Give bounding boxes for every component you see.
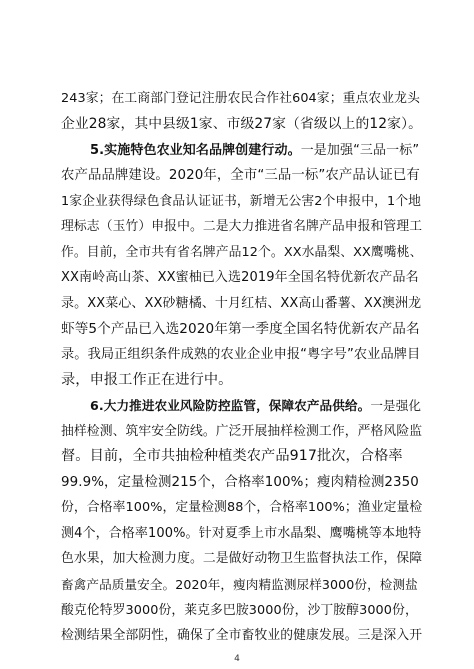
text-line [61,574,418,595]
line-text: 色水果，加大检测力度。二是做好动物卫生监督执法工作，保障 [61,551,423,566]
line-text: 243家；在工商部门登记注册农民合作社604家；重点农业龙头 [61,91,420,106]
line-text: 一是强化 [370,398,422,413]
line-text: 份，合格率100%，定量检测88个，合格率100%；渔业定量检 [61,500,423,515]
section-heading: 5.实施特色农业知名品牌创建行动。 [90,143,301,158]
text-line [61,600,418,621]
text-line [61,370,232,391]
page-number: 4 [234,654,240,664]
line-text: 抽样检测、筑牢安全防线。广泛开展抽样检测工作，严格风险监 [61,424,423,439]
text-line [61,88,420,109]
text-line [61,472,419,493]
text-line [61,293,421,314]
line-text: 录，申报工作正在进行中。 [61,372,233,388]
line-text: 督。目前，全市共抽检种植类农产品917批次，合格率 [61,448,403,464]
text-line [61,548,422,569]
line-text: 一是加强“三品一标” [300,143,420,158]
text-line [61,344,420,365]
line-text: 99.9%，定量检测215个，合格率100%；瘦肉精检测2350 [61,475,419,490]
line-text: 作。目前，全市共有省名牌产品12个。XX水晶梨、XX鹰嘴桃、 [61,245,423,260]
line-text: 检测结果全部阴性，确保了全市畜牧业的健康发展。三是深入开 [61,628,423,643]
line-text: 录。我局正组织条件成熟的农业企业申报“粤字号”农业品牌目 [61,347,421,362]
text-line [61,242,422,263]
line-text: 酸克伦特罗3000份，莱克多巴胺3000份，沙丁胺醇3000份， [61,603,418,618]
line-text: XX南岭高山茶、XX蜜柚已入选2019年全国名特优新农产品名 [61,270,419,285]
line-text: 测4个，合格率100%。针对夏季上市水晶梨、鹰嘴桃等本地特 [61,526,422,541]
text-line [61,267,419,288]
line-text: 1家企业获得绿色食品认证证书，新增无公害2个申报中，1个地 [61,194,422,209]
line-text: 理标志（玉竹）申报中。二是大力推进省名牌产品申报和管理工 [61,219,423,234]
line-text: 农产品品牌建设。2020年，全市“三品一标”农产品认证已有 [61,168,420,183]
section-heading: 6.大力推进农业风险防控监管，保障农产品供给。 [90,398,371,413]
line-text: 虾等5个产品已入选2020年第一季度全国名特优新农产品名 [61,321,420,337]
text-line [61,165,420,186]
text-line [61,497,422,518]
text-line [61,216,422,237]
text-line [61,421,422,442]
text-line [61,191,421,212]
line-text: 录。XX菜心、XX砂糖橘、十月红桔、XX高山番薯、XX澳洲龙 [61,296,422,311]
line-text: 畜禽产品质量安全。2020年，瘦肉精监测尿样3000份，检测盐 [61,577,418,592]
text-line [61,319,420,340]
line-text: 企业28家，其中县级1家、市级27家（省级以上的12家）。 [61,116,422,132]
section-5-heading-line [90,140,419,161]
text-line [61,523,421,544]
section-6-heading-line [90,395,421,416]
text-line [61,114,422,135]
text-line [61,446,403,467]
text-line [61,625,422,646]
